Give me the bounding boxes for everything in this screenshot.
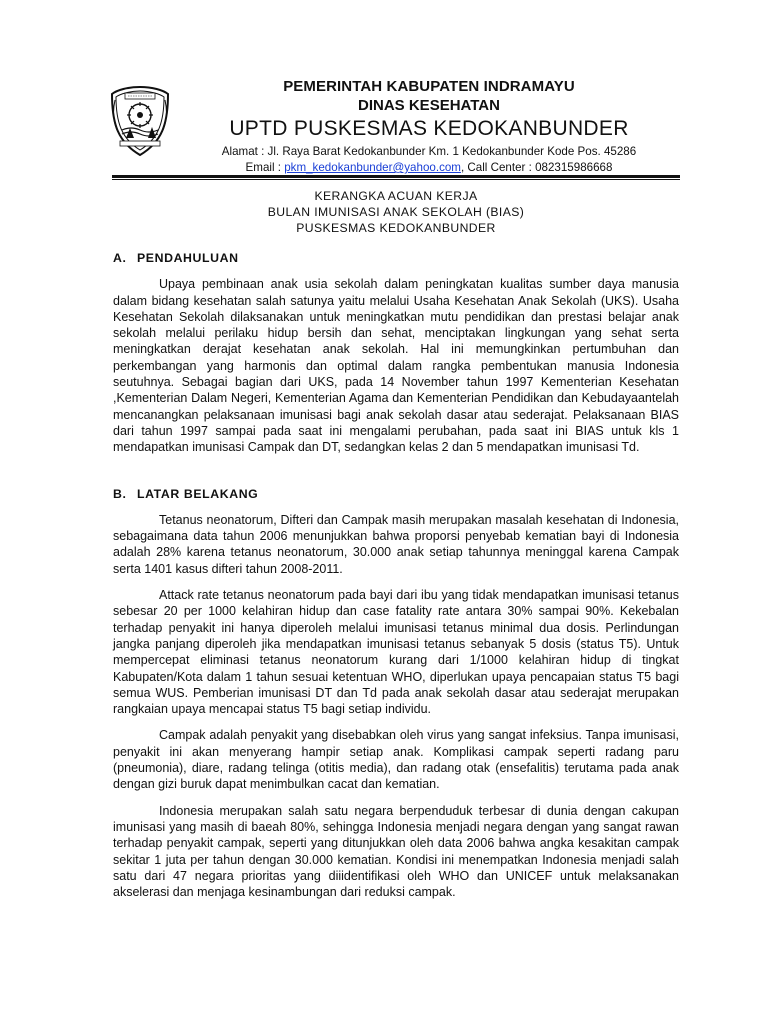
- section-heading: [113, 250, 679, 266]
- section-title: PENDAHULUAN: [137, 251, 239, 265]
- paragraph: Tetanus neonatorum, Difteri dan Campak masih merupakan masalah kesehatan di Indonesia, sebagaimana data tahun 2006 menunjukkan bahwa proporsi penyebab kematian bayi di Indonesia adalah 28% karena tetanus neonatorum, 30.000 anak setiap tahunnya meninggal karena Campak serta 1401 kasus difteri tahun 2008-2011.: [113, 512, 679, 576]
- unit-name: UPTD PUSKESMAS KEDOKANBUNDER: [229, 117, 629, 140]
- paragraph: Indonesia merupakan salah satu negara berpenduduk terbesar di dunia dengan cakupan imunisasi yang masih di baeah 80%, sehingga Indonesia menjadi negara dengan yang sangat rawan terhadap penyakit campak, seperti yang ditunjukkan oleh data 2006 bahwa angka kesakitan campak sekitar 1 juta per tahun dengan 30.000 kematian. Kondisi ini menempatkan Indonesia menjadi salah satu dari 47 negara prioritas yang diiidentifikasi oleh WHO dan UNICEF untuk melaksanakan akselerasi dan menjaga kesinambungan dari reduksi campak.: [113, 803, 679, 900]
- letterhead: [190, 78, 668, 176]
- document-title: [112, 188, 680, 236]
- regency-crest-icon: [108, 84, 172, 158]
- section-title: LATAR BELAKANG: [137, 486, 259, 501]
- email-link[interactable]: pkm_kedokanbunder@yahoo.com: [284, 161, 461, 174]
- section-number: B.: [113, 486, 127, 501]
- section-number: A.: [113, 251, 127, 265]
- document-body: [113, 250, 679, 900]
- header-rule-thin: [112, 179, 680, 180]
- paragraph: Campak adalah penyakit yang disebabkan oleh virus yang sangat infeksius. Tanpa imunisasi, penyakit ini akan menyerang hampir setiap anak. Komplikasi campak seperti radang paru (pneumonia), diare, radang telinga (otitis media), dan radang otak (ensefalitis) terutama pada anak dengan gizi buruk dapat menimbulkan cacat dan kematian.: [113, 728, 679, 792]
- department-name: DINAS KESEHATAN: [358, 97, 500, 114]
- title-line-2: BULAN IMUNISASI ANAK SEKOLAH (BIAS): [267, 205, 525, 219]
- header-rule-thick: [112, 175, 680, 178]
- section-heading: [113, 486, 679, 502]
- government-name: PEMERINTAH KABUPATEN INDRAMAYU: [283, 78, 575, 95]
- title-line-1: KERANGKA ACUAN KERJA: [314, 189, 478, 203]
- paragraph: Attack rate tetanus neonatorum pada bayi dari ibu yang tidak mendapatkan imunisasi tetanus sebesar 20 per 1000 kelahiran hidup dan case fatality rate antara 30% sampai 90%. Kekebalan terhadap penyakit ini hanya diperoleh melalui imunisasi tetanus minimal dua dosis. Perlindungan jangka panjang diperoleh jika mendapatkan imunisasi tetanus sebanyak 5 dosis (status T5). Untuk mempercepat eliminasi tetanus neonatorum kurang dari 1/1000 kelahiran hidup di tingkat Kabupaten/Kota dalam 1 tahun sesuai ketentuan WHO, diperlukan upaya pencapaian status T5 bagi semua WUS. Pemberian imunisasi DT dan Td pada anak sekolah dasar atau sederajat merupakan rangkaian upaya mencapai status T5 bagi setiap individu.: [113, 588, 679, 717]
- contact-line: [190, 160, 668, 176]
- call-center: , Call Center : 082315986668: [460, 161, 613, 174]
- email-label: Email :: [245, 161, 285, 174]
- paragraph: Upaya pembinaan anak usia sekolah dalam peningkatan kualitas sumber daya manusia dalam bidang kesehatan salah satunya yaitu melalui Usaha Kesehatan Anak Sekolah (UKS). Usaha Kesehatan Sekolah dilaksanakan untuk meningkatkan mutu pendidikan dan prestasi belajar anak sekolah melalui perilaku hidup bersih dan sehat, menciptakan lingkungan yang sehat serta meningkatkan derajat kesehatan anak sekolah. Hal ini memungkinkan pertumbuhan dan perkembangan yang harmonis dan optimal dalam rangka pembentukan manusia Indonesia seutuhnya. Sebagai bagian dari UKS, pada 14 November tahun 1997 Kementerian Kesehatan ,Kementerian Dalam Negeri, Kementerian Agama dan Kementerian Pendidikan dan Kebudayaantelah mencanangkan pelaksanaan imunisasi bagi anak sekolah dasar atau sederajat. Pelaksanaan BIAS dari tahun 1997 sampai pada saat ini mengalami perubahan, pada saat ini BIAS untuk kls 1 mendapatkan imunisasi Campak dan DT, sedangkan kelas 2 dan 5 mendapatkan imunisasi Td.: [113, 277, 679, 455]
- address-line: Alamat : Jl. Raya Barat Kedokanbunder Km. 1 Kedokanbunder Kode Pos. 45286: [221, 145, 637, 158]
- title-line-3: PUSKESMAS KEDOKANBUNDER: [296, 221, 496, 235]
